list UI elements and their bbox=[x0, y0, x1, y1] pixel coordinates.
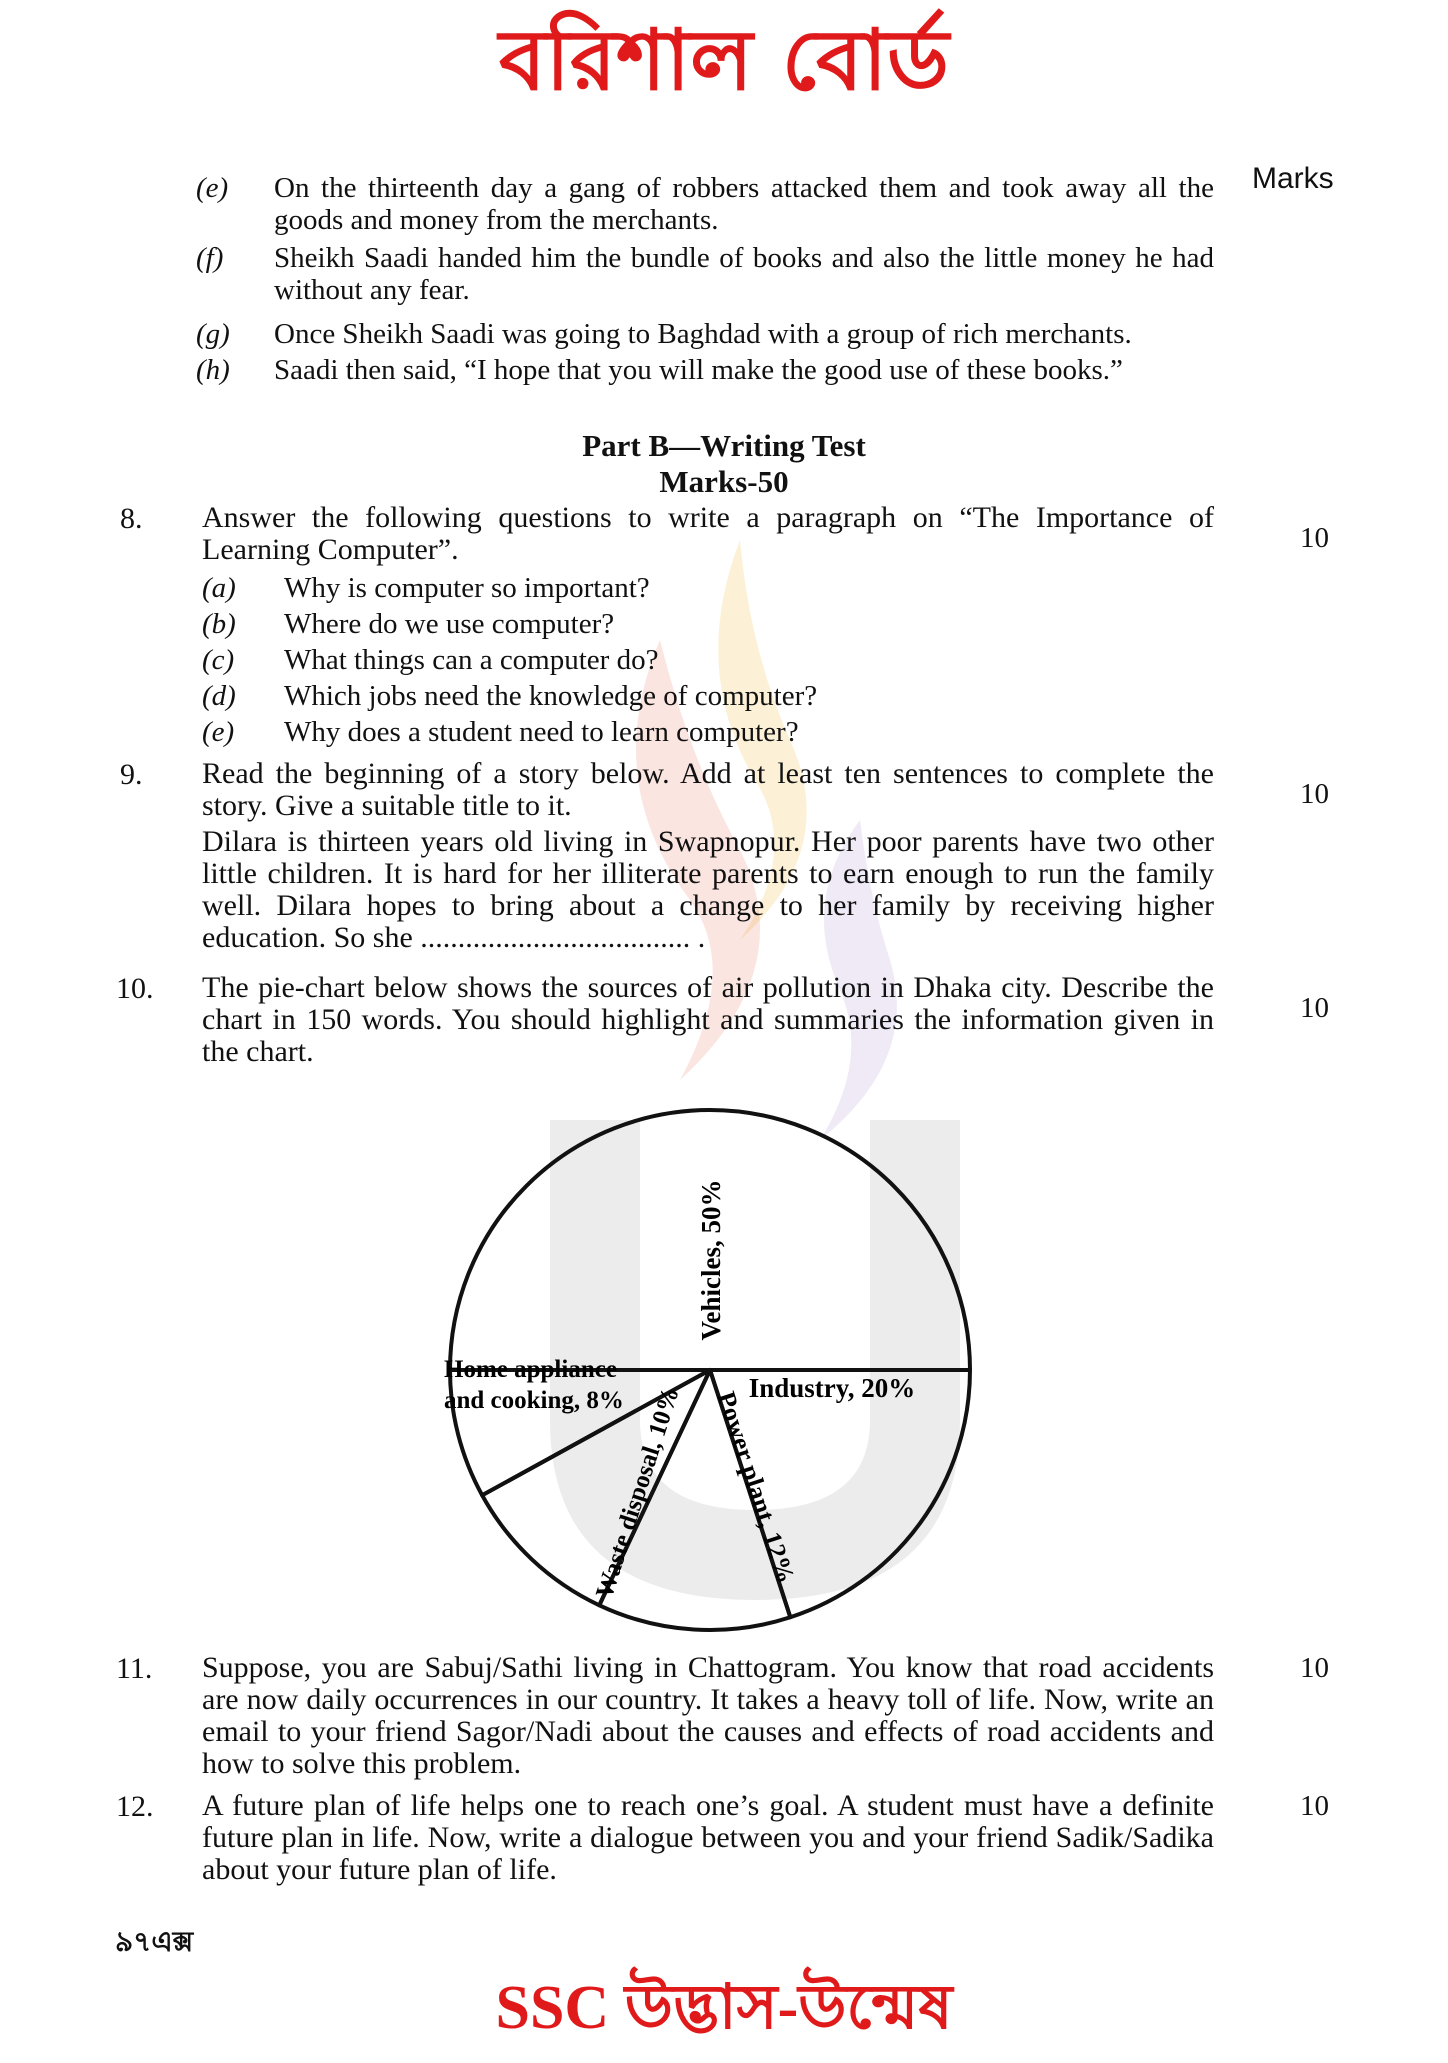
sentence-label: (g) bbox=[196, 318, 230, 350]
question-marks: 10 bbox=[1300, 1790, 1329, 1822]
pie-label-industry: Industry, 20% bbox=[748, 1373, 916, 1403]
pie-label-vehicles: Vehicles, 50% bbox=[696, 1179, 726, 1341]
subitem-label: (a) bbox=[202, 572, 236, 604]
part-b-marks: Marks-50 bbox=[659, 464, 789, 499]
question-number: 9. bbox=[120, 758, 143, 791]
board-title: বরিশাল বোর্ড bbox=[499, 11, 949, 109]
subitem-label: (c) bbox=[202, 644, 235, 676]
question-text: The pie-chart below shows the sources of air pollution in Dhaka city. Describe the chart in 150 words. You should highlight and summaries the information given in the chart. bbox=[202, 971, 1214, 1068]
sentence-label: (f) bbox=[196, 242, 224, 274]
subitem-text: Why is computer so important? bbox=[284, 572, 650, 604]
question-number: 11. bbox=[116, 1652, 153, 1685]
subitem-text: Which jobs need the knowledge of computer? bbox=[284, 680, 818, 712]
sentence-label: (e) bbox=[196, 172, 229, 204]
question-number: 8. bbox=[120, 502, 143, 535]
question-text: Suppose, you are Sabuj/Sathi living in Chattogram. You know that road accidents are now daily occurrences in our country. It takes a heavy toll of life. Now, write an email to your friend Sagor/Nadi about the causes and effects of road accidents and how to solve this problem. bbox=[202, 1651, 1214, 1780]
subitem-label: (b) bbox=[202, 608, 236, 640]
subitem-text: What things can a computer do? bbox=[284, 644, 659, 676]
pie-label-home-appliance-line1: Home appliance bbox=[444, 1356, 617, 1383]
subitem-label: (d) bbox=[202, 680, 236, 712]
pie-label-waste-disposal: Waste disposal, 10% bbox=[591, 1383, 685, 1602]
question-text: Read the beginning of a story below. Add at least ten sentences to complete the story. Give a suitable title to it. bbox=[202, 757, 1214, 822]
sentence-text: Saadi then said, “I hope that you will make the good use of these books.” bbox=[274, 354, 1123, 386]
question-number: 12. bbox=[116, 1790, 154, 1823]
pie-label-power-plant: Power plant, 12% bbox=[711, 1387, 801, 1587]
sentence-text: Sheikh Saadi handed him the bundle of books and also the little money he had without any fear. bbox=[274, 242, 1214, 306]
story-beginning: Dilara is thirteen years old living in Swapnopur. Her poor parents have two other little children. It is hard for her illiterate parents to earn enough to run the family well. Dilara hopes to bring about a change to her family by receiving higher education. So she .................................... . bbox=[202, 825, 1214, 954]
subitem-text: Why does a student need to learn computer? bbox=[284, 716, 799, 748]
question-marks: 10 bbox=[1300, 522, 1329, 554]
sentence-label: (h) bbox=[196, 354, 230, 386]
sentence-text: Once Sheikh Saadi was going to Baghdad with a group of rich merchants. bbox=[274, 318, 1132, 350]
sentence-text: On the thirteenth day a gang of robbers attacked them and took away all the goods and money from the merchants. bbox=[274, 172, 1214, 236]
subitem-text: Where do we use computer? bbox=[284, 608, 615, 640]
question-marks: 10 bbox=[1300, 1652, 1329, 1684]
pie-chart bbox=[430, 1090, 990, 1650]
question-number: 10. bbox=[116, 972, 154, 1005]
sentence-item bbox=[196, 318, 1216, 350]
question-text: A future plan of life helps one to reach one’s goal. A student must have a definite future plan in life. Now, write a dialogue between you and your friend Sadik/Sadika about your future plan of life. bbox=[202, 1789, 1214, 1886]
part-b-title: Part B—Writing Test bbox=[582, 428, 866, 463]
subitem-label: (e) bbox=[202, 716, 235, 748]
pie-label-home-appliance-line2: and cooking, 8% bbox=[444, 1387, 624, 1414]
sentence-item bbox=[196, 354, 1216, 386]
question-text: Answer the following questions to write a paragraph on “The Importance of Learning Computer”. bbox=[202, 501, 1214, 566]
sentence-item bbox=[196, 172, 1216, 236]
question-marks: 10 bbox=[1300, 992, 1329, 1024]
footer-brand: SSC উদ্ভাস-উন্মেষ bbox=[495, 1974, 953, 2042]
question-marks: 10 bbox=[1300, 778, 1329, 810]
page-code: ৯৭এক্স bbox=[115, 1925, 194, 1958]
sentence-item bbox=[196, 242, 1216, 306]
marks-column-heading: Marks bbox=[1252, 162, 1334, 195]
